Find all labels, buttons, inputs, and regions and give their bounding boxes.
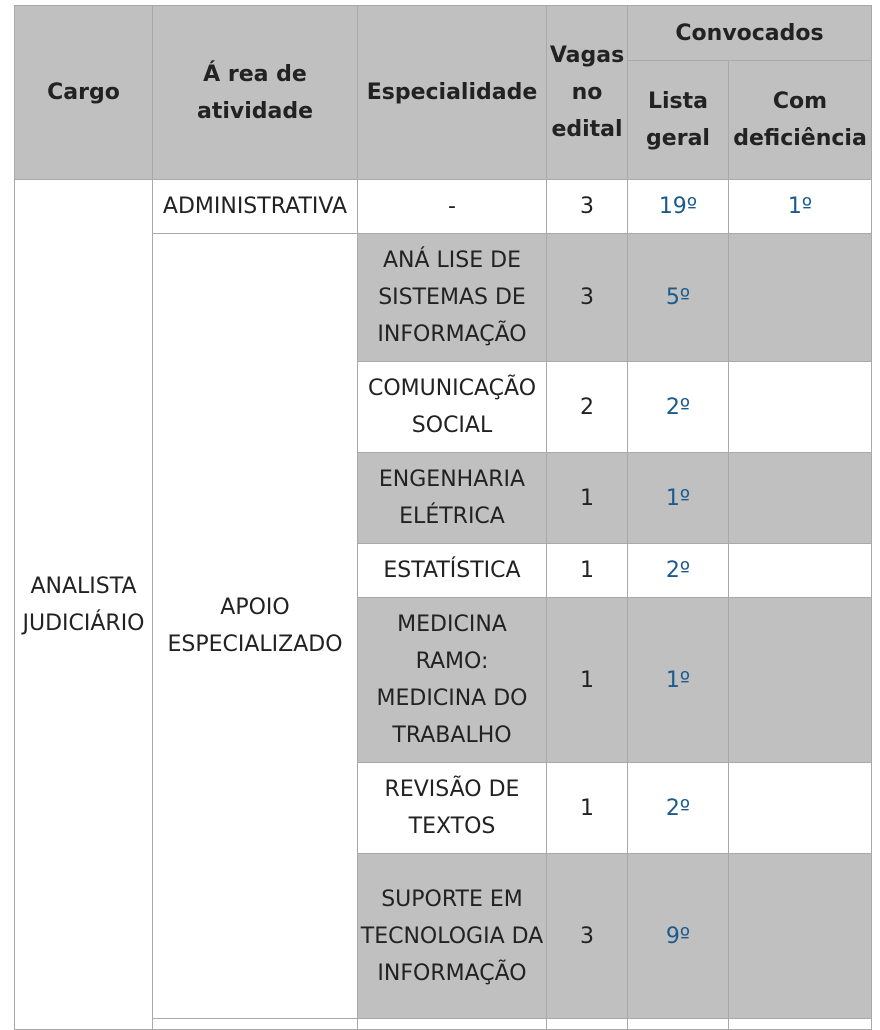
- vagas-cell: 1: [547, 598, 628, 763]
- area-cell-administrativa: ADMINISTRATIVA: [153, 180, 358, 234]
- vagas-cell: 1: [547, 544, 628, 598]
- vagas-cell: 3: [547, 234, 628, 362]
- lista-geral-cell-next: [628, 1019, 729, 1030]
- table-row: [15, 180, 872, 234]
- especialidade-cell: COMUNICAÇÃO SOCIAL: [358, 362, 547, 453]
- lista-geral-link[interactable]: 19º: [628, 180, 729, 234]
- header-vagas: Vagas no edital: [547, 6, 628, 180]
- lista-geral-link[interactable]: 2º: [628, 362, 729, 453]
- com-deficiencia-cell: [729, 763, 872, 854]
- especialidade-cell: REVISÃO DE TEXTOS: [358, 763, 547, 854]
- especialidade-cell: MEDICINA RAMO: MEDICINA DO TRABALHO: [358, 598, 547, 763]
- header-convocados: Convocados: [628, 6, 872, 61]
- lista-geral-link[interactable]: 2º: [628, 763, 729, 854]
- com-deficiencia-cell: [729, 598, 872, 763]
- com-deficiencia-cell: [729, 234, 872, 362]
- header-lista-geral: Lista geral: [628, 61, 729, 180]
- header-cargo: Cargo: [15, 6, 153, 180]
- header-area: Á rea de atividade: [153, 6, 358, 180]
- vagas-cell: 3: [547, 180, 628, 234]
- lista-geral-link[interactable]: 9º: [628, 854, 729, 1019]
- area-cell-apoio-especializado: APOIO ESPECIALIZADO: [153, 234, 358, 1019]
- com-deficiencia-cell-next: [729, 1019, 872, 1030]
- lista-geral-link[interactable]: 2º: [628, 544, 729, 598]
- vagas-cell-next: [547, 1019, 628, 1030]
- vagas-cell: 1: [547, 453, 628, 544]
- especialidade-cell: -: [358, 180, 547, 234]
- header-com-deficiencia: Com deficiência: [729, 61, 872, 180]
- especialidade-cell: ENGENHARIA ELÉTRICA: [358, 453, 547, 544]
- lista-geral-link[interactable]: 1º: [628, 598, 729, 763]
- area-cell-next: [153, 1019, 358, 1030]
- com-deficiencia-cell: [729, 544, 872, 598]
- com-deficiencia-cell: [729, 453, 872, 544]
- vagas-cell: 2: [547, 362, 628, 453]
- com-deficiencia-cell: [729, 362, 872, 453]
- lista-geral-link[interactable]: 5º: [628, 234, 729, 362]
- com-deficiencia-link[interactable]: 1º: [729, 180, 872, 234]
- convocados-table: [14, 5, 872, 1030]
- especialidade-cell: ANÁ LISE DE SISTEMAS DE INFORMAÇÃO: [358, 234, 547, 362]
- vagas-cell: 1: [547, 763, 628, 854]
- header-especialidade: Especialidade: [358, 6, 547, 180]
- vagas-cell: 3: [547, 854, 628, 1019]
- cargo-cell: ANALISTA JUDICIÁRIO: [15, 180, 153, 1030]
- especialidade-cell-next: [358, 1019, 547, 1030]
- lista-geral-link[interactable]: 1º: [628, 453, 729, 544]
- especialidade-cell: SUPORTE EM TECNOLOGIA DA INFORMAÇÃO: [358, 854, 547, 1019]
- com-deficiencia-cell: [729, 854, 872, 1019]
- especialidade-cell: ESTATÍSTICA: [358, 544, 547, 598]
